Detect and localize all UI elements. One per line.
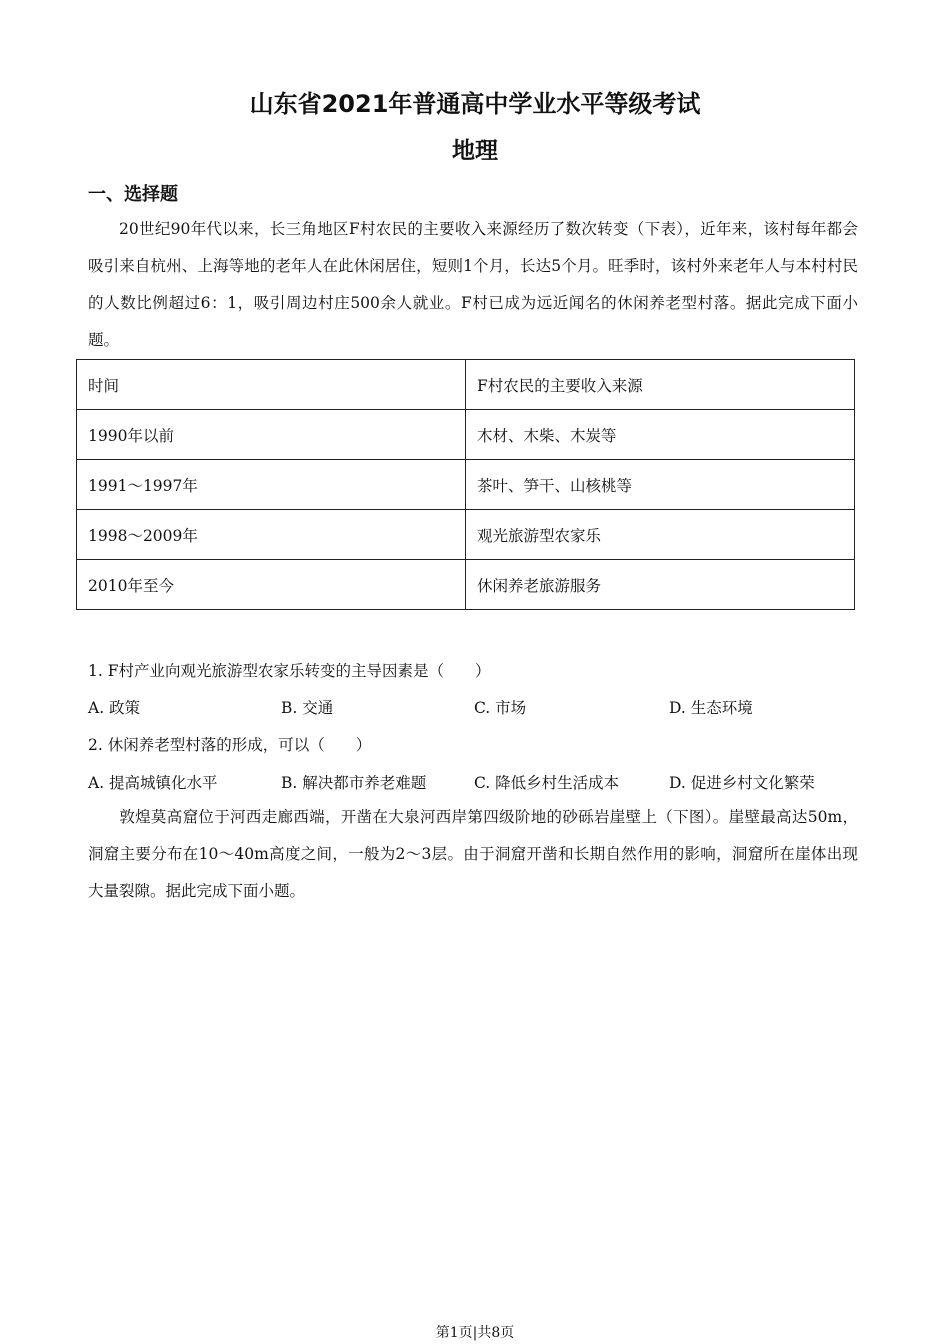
- table-cell: 1990年以前: [77, 410, 466, 460]
- table-cell: 观光旅游型农家乐: [466, 510, 855, 560]
- question-2-option-c: C. 降低乡村生活成本: [474, 774, 620, 792]
- passage-2: [88, 799, 858, 910]
- question-1-option-d: D. 生态环境: [669, 699, 753, 717]
- income-source-table: [76, 359, 855, 610]
- table-row: [77, 460, 855, 510]
- table-cell: 1991～1997年: [77, 460, 466, 510]
- table-header-row: [77, 360, 855, 410]
- question-1-option-b: B. 交通: [281, 699, 334, 717]
- exam-title: 山东省2021年普通高中学业水平等级考试: [249, 90, 701, 118]
- question-2-stem: 2. 休闲养老型村落的形成，可以（ ）: [88, 736, 372, 754]
- table-row: [77, 510, 855, 560]
- table-cell: 木材、木柴、木炭等: [466, 410, 855, 460]
- table-cell: 1998～2009年: [77, 510, 466, 560]
- passage-1: [88, 211, 858, 359]
- table-row: [77, 560, 855, 610]
- table-cell: 2010年至今: [77, 560, 466, 610]
- page-footer: 第1页|共8页: [435, 1325, 515, 1341]
- question-1-stem: 1. F村产业向观光旅游型农家乐转变的主导因素是（ ）: [88, 662, 491, 680]
- table-row: [77, 410, 855, 460]
- question-1-option-a: A. 政策: [88, 699, 141, 717]
- table-header-cell: F村农民的主要收入来源: [466, 360, 855, 410]
- section-heading: 一、选择题: [88, 184, 178, 205]
- table-header-cell: 时间: [77, 360, 466, 410]
- passage-2-text: 敦煌莫高窟位于河西走廊西端，开凿在大泉河西岸第四级阶地的砂砾岩崖壁上（下图）。崖壁最高达50m，洞窟主要分布在10～40m高度之间，一般为2～3层。由于洞窟开凿和长期自然作用的影响，洞窟所在崖体出现大量裂隙。据此完成下面小题。: [88, 808, 858, 900]
- question-2-option-b: B. 解决都市养老难题: [281, 774, 427, 792]
- table-cell: 茶叶、笋干、山核桃等: [466, 460, 855, 510]
- passage-1-text: 20世纪90年代以来，长三角地区F村农民的主要收入来源经历了数次转变（下表），近年来，该村每年都会吸引来自杭州、上海等地的老年人在此休闲居住，短则1个月，长达5个月。旺季时，该村外来老年人与本村村民的人数比例超过6：1，吸引周边村庄500余人就业。F村已成为远近闻名的休闲养老型村落。据此完成下面小题。: [88, 220, 858, 349]
- question-2-option-d: D. 促进乡村文化繁荣: [669, 774, 815, 792]
- question-1-option-c: C. 市场: [474, 699, 527, 717]
- subject-title: 地理: [452, 138, 498, 164]
- table-cell: 休闲养老旅游服务: [466, 560, 855, 610]
- question-2-option-a: A. 提高城镇化水平: [88, 774, 218, 792]
